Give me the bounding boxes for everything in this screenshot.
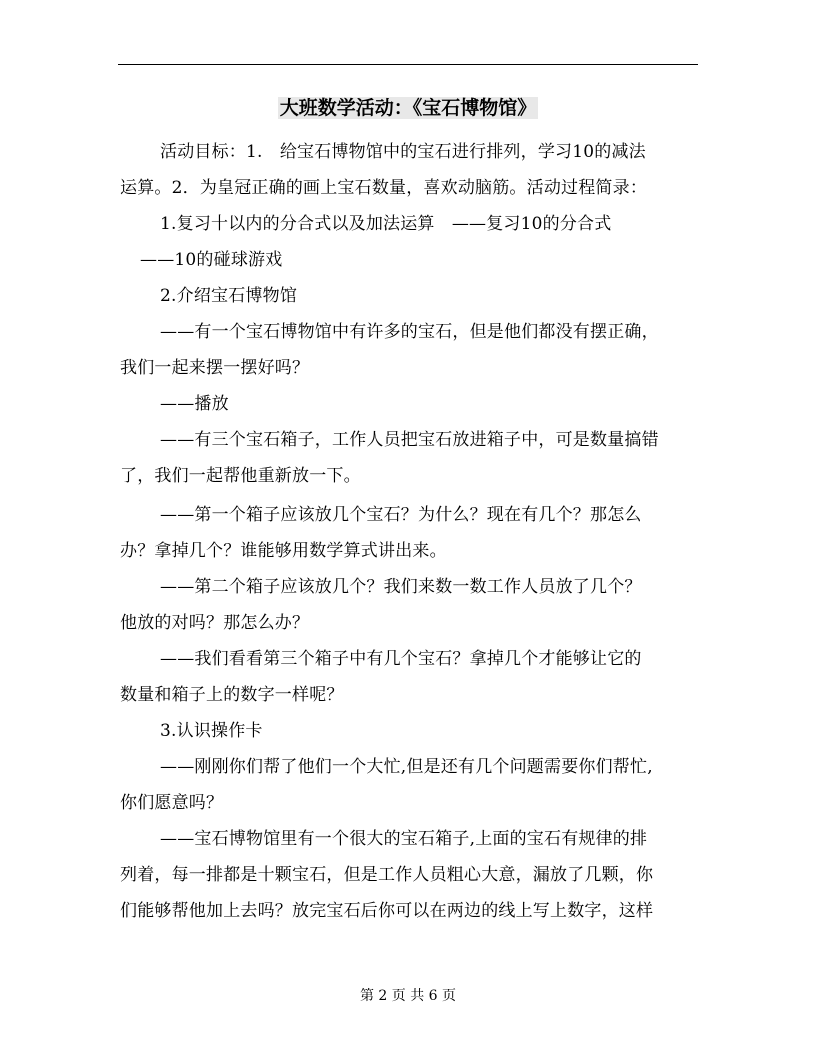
paragraph-line: 2.介绍宝石博物馆 [160, 286, 298, 306]
paragraph-line: 1.复习十以内的分合式以及加法运算 ——复习10的分合式 [160, 214, 612, 234]
paragraph-line: 他放的对吗？那怎么办？ [120, 613, 310, 633]
paragraph-line: 了，我们一起帮他重新放一下。 [120, 466, 361, 486]
paragraph-line: ——第一个箱子应该放几个宝石？为什么？现在有几个？那怎么 [160, 505, 642, 525]
paragraph-line: ——刚刚你们帮了他们一个大忙,但是还有几个问题需要你们帮忙, [160, 757, 653, 777]
paragraph-line: 数量和箱子上的数字一样呢？ [120, 685, 344, 705]
paragraph-line: 活动目标：1. 给宝石博物馆中的宝石进行排列，学习10的减法 [160, 142, 646, 162]
document-title [0, 94, 816, 122]
paragraph-line: 你们愿意吗？ [120, 793, 224, 813]
document-title-text: 大班数学活动：《宝石博物馆》 [279, 97, 537, 119]
paragraph-line: ——第二个箱子应该放几个？我们来数一数工作人员放了几个？ [160, 577, 642, 597]
paragraph-line: 我们一起来摆一摆好吗？ [120, 358, 310, 378]
paragraph-line: ——播放 [160, 394, 229, 414]
paragraph-line: ——有一个宝石博物馆中有许多的宝石，但是他们都没有摆正确， [160, 322, 659, 342]
header-rule [118, 64, 698, 65]
paragraph-line: ——有三个宝石箱子，工作人员把宝石放进箱子中，可是数量搞错 [160, 430, 659, 450]
paragraph-line: ——宝石博物馆里有一个很大的宝石箱子,上面的宝石有规律的排 [160, 829, 648, 849]
paragraph-line: 办？拿掉几个？谁能够用数学算式讲出来。 [120, 541, 447, 561]
paragraph-line: 3.认识操作卡 [160, 721, 263, 741]
paragraph-line: ——10的碰球游戏 [140, 250, 283, 270]
paragraph-line: ——我们看看第三个箱子中有几个宝石？拿掉几个才能够让它的 [160, 649, 642, 669]
paragraph-line: 们能够帮他加上去吗？放完宝石后你可以在两边的线上写上数字，这样 [120, 901, 654, 921]
paragraph-line: 运算。2．为皇冠正确的画上宝石数量，喜欢动脑筋。活动过程简录： [120, 178, 648, 198]
page-number: 第 2 页 共 6 页 [359, 988, 457, 1004]
paragraph-line: 列着，每一排都是十颗宝石，但是工作人员粗心大意，漏放了几颗，你 [120, 865, 654, 885]
